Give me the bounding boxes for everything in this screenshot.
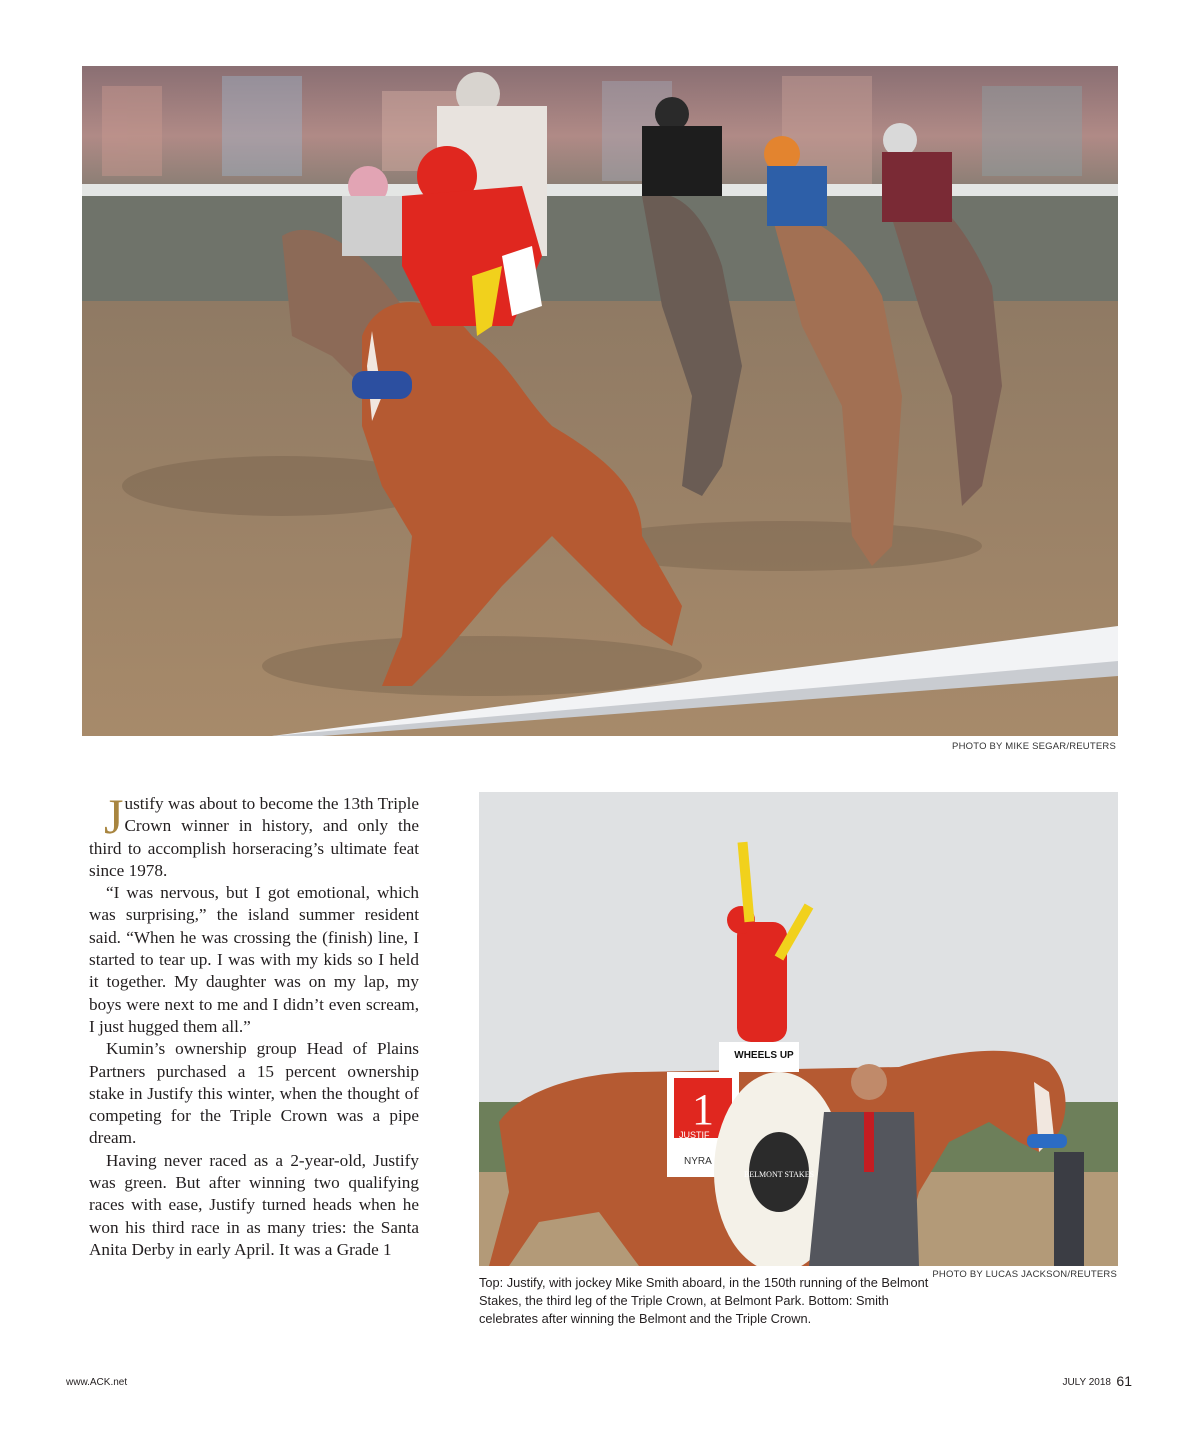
bottom-celebration-photo — [479, 792, 1118, 1266]
article-body — [89, 788, 419, 1261]
jockey-celebration-image — [479, 792, 1118, 1266]
article-paragraph: “I was nervous, but I got emotional, which was surprising,” the island summer resident said. “When he was crossing the (finish) line, I started to tear up. I was with my kids so I held it together. My daughter was on my lap, my boys were next to me and I didn’t even scream, I just hugged them all.” — [89, 883, 419, 1036]
saddlecloth-number: 1 — [692, 1085, 714, 1134]
page-number: 61 — [1116, 1373, 1132, 1389]
article-paragraph: Kumin’s ownership group Head of Plains Partners purchased a 15 percent ownership stake in Justify this winter, when the thought of competing for the Triple Crown was a pipe dream. — [89, 1039, 419, 1148]
photo-caption: Top: Justify, with jockey Mike Smith aboard, in the 150th running of the Belmont Stakes, the third leg of the Triple Crown, at Belmont Park. Bottom: Smith celebrates after winning the Belmont and the Triple Crown. — [479, 1275, 929, 1326]
article-paragraph: Having never raced as a 2-year-old, Justify was green. But after winning two qualifying races with ease, Justify turned heads when he won his third race in as many tries: the Santa Anita Derby in early April. It was a Grade 1 — [89, 1150, 419, 1259]
drop-cap: J — [104, 788, 124, 844]
saddlecloth-sponsor: NYRA — [684, 1156, 712, 1167]
horse-race-image — [82, 66, 1118, 736]
article-paragraph — [89, 788, 419, 882]
top-race-photo — [82, 66, 1118, 736]
saddlecloth-name: JUSTIF — [679, 1130, 710, 1140]
top-photo-credit: PHOTO BY MIKE SEGAR/REUTERS — [952, 741, 1116, 752]
footer-date: JULY 2018 — [1062, 1377, 1111, 1388]
bottom-photo-credit: PHOTO BY LUCAS JACKSON/REUTERS — [932, 1269, 1117, 1280]
paragraph-text: ustify was about to become the 13th Triple Crown winner in history, and only the third to accomplish horseracing’s ultimate feat since 1978. — [89, 794, 419, 880]
saddle-text: WHEELS UP — [734, 1050, 794, 1061]
wreath-text: BELMONT STAKES — [743, 1170, 815, 1179]
footer-url: www.ACK.net — [66, 1377, 128, 1388]
